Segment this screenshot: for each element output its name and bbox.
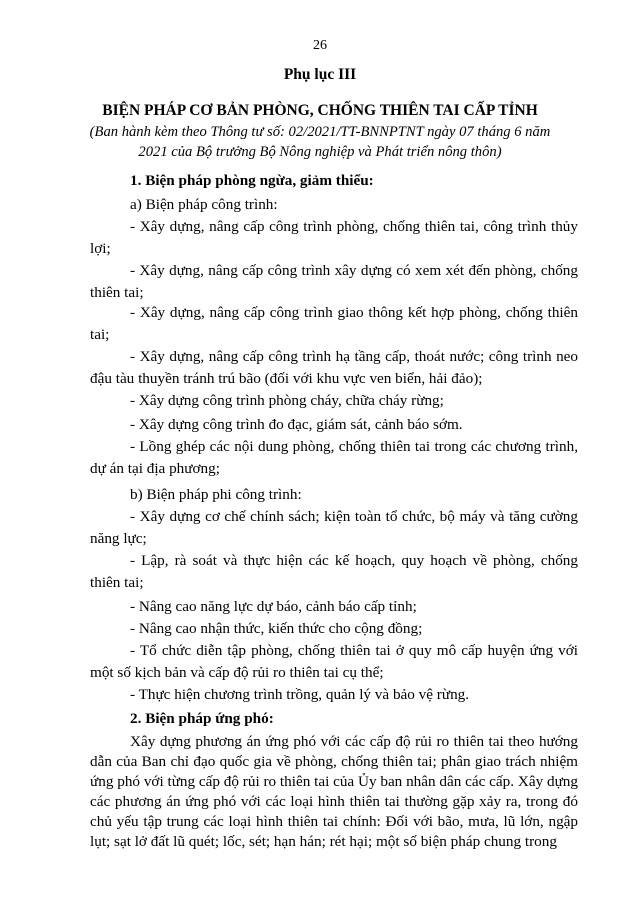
list-item: - Xây dựng, nâng cấp công trình hạ tầng cấp, thoát nước; công trình neo đậu tàu thuyền tránh trú bão (đối với khu vực ven biển, hải đảo); [90,348,578,387]
list-item: - Thực hiện chương trình trồng, quản lý và bảo vệ rừng. [130,686,470,703]
list-item: - Nâng cao nhận thức, kiến thức cho cộng đồng; [130,620,423,637]
list-item: - Lập, rà soát và thực hiện các kế hoạch, quy hoạch về phòng, chống thiên tai; [90,552,578,591]
main-title: BIỆN PHÁP CƠ BẢN PHÒNG, CHỐNG THIÊN TAI CẤP TỈNH [102,102,538,119]
section2-heading: 2. Biện pháp ứng phó: [130,710,274,727]
list-item: - Xây dựng công trình phòng cháy, chữa cháy rừng; [130,392,444,409]
page-number: 26 [313,38,327,53]
section1-a-heading: a) Biện pháp công trình: [130,196,278,213]
list-item: - Xây dựng công trình đo đạc, giám sát, cảnh báo sớm. [130,416,463,433]
section2-body: Xây dựng phương án ứng phó với các cấp độ rủi ro thiên tai theo hướng dẫn của Ban chỉ đạo quốc gia về phòng, chống thiên tai; phân giao trách nhiệm ứng phó với từng cấp độ rủi ro thiên tai của Ủy ban nhân dân các cấp. Xây dựng các phương án ứng phó với các loại hình thiên tai thường gặp xảy ra, trong đó chủ yếu tập trung các loại hình thiên tai chính: Đối với bão, mưa, lũ lớn, ngập lụt; sạt lở đất lũ quét; lốc, sét; hạn hán; rét hại; một số biện pháp chung trong [90,733,578,850]
section1-b-heading: b) Biện pháp phi công trình: [130,486,302,503]
list-item: - Xây dựng, nâng cấp công trình phòng, chống thiên tai, công trình thủy lợi; [90,218,578,257]
list-item: - Tổ chức diễn tập phòng, chống thiên tai ở quy mô cấp huyện ứng với một số kịch bản và cấp độ rủi ro thiên tai cụ thể; [90,642,578,681]
subtitle: (Ban hành kèm theo Thông tư số: 02/2021/TT-BNNPTNT ngày 07 tháng 6 năm 2021 của Bộ trưởng Bộ Nông nghiệp và Phát triển nông thôn) [89,124,551,160]
list-item: - Nâng cao năng lực dự báo, cảnh báo cấp tỉnh; [130,598,417,615]
list-item: - Xây dựng cơ chế chính sách; kiện toàn tổ chức, bộ máy và tăng cường năng lực; [90,508,578,547]
list-item: - Xây dựng, nâng cấp công trình giao thông kết hợp phòng, chống thiên tai; [90,304,578,343]
appendix-title: Phụ lục III [283,66,357,83]
list-item: - Lồng ghép các nội dung phòng, chống thiên tai trong các chương trình, dự án tại địa phương; [90,438,578,477]
list-item: - Xây dựng, nâng cấp công trình xây dựng có xem xét đến phòng, chống thiên tai; [90,262,578,301]
section1-heading: 1. Biện pháp phòng ngừa, giảm thiểu: [130,172,374,189]
